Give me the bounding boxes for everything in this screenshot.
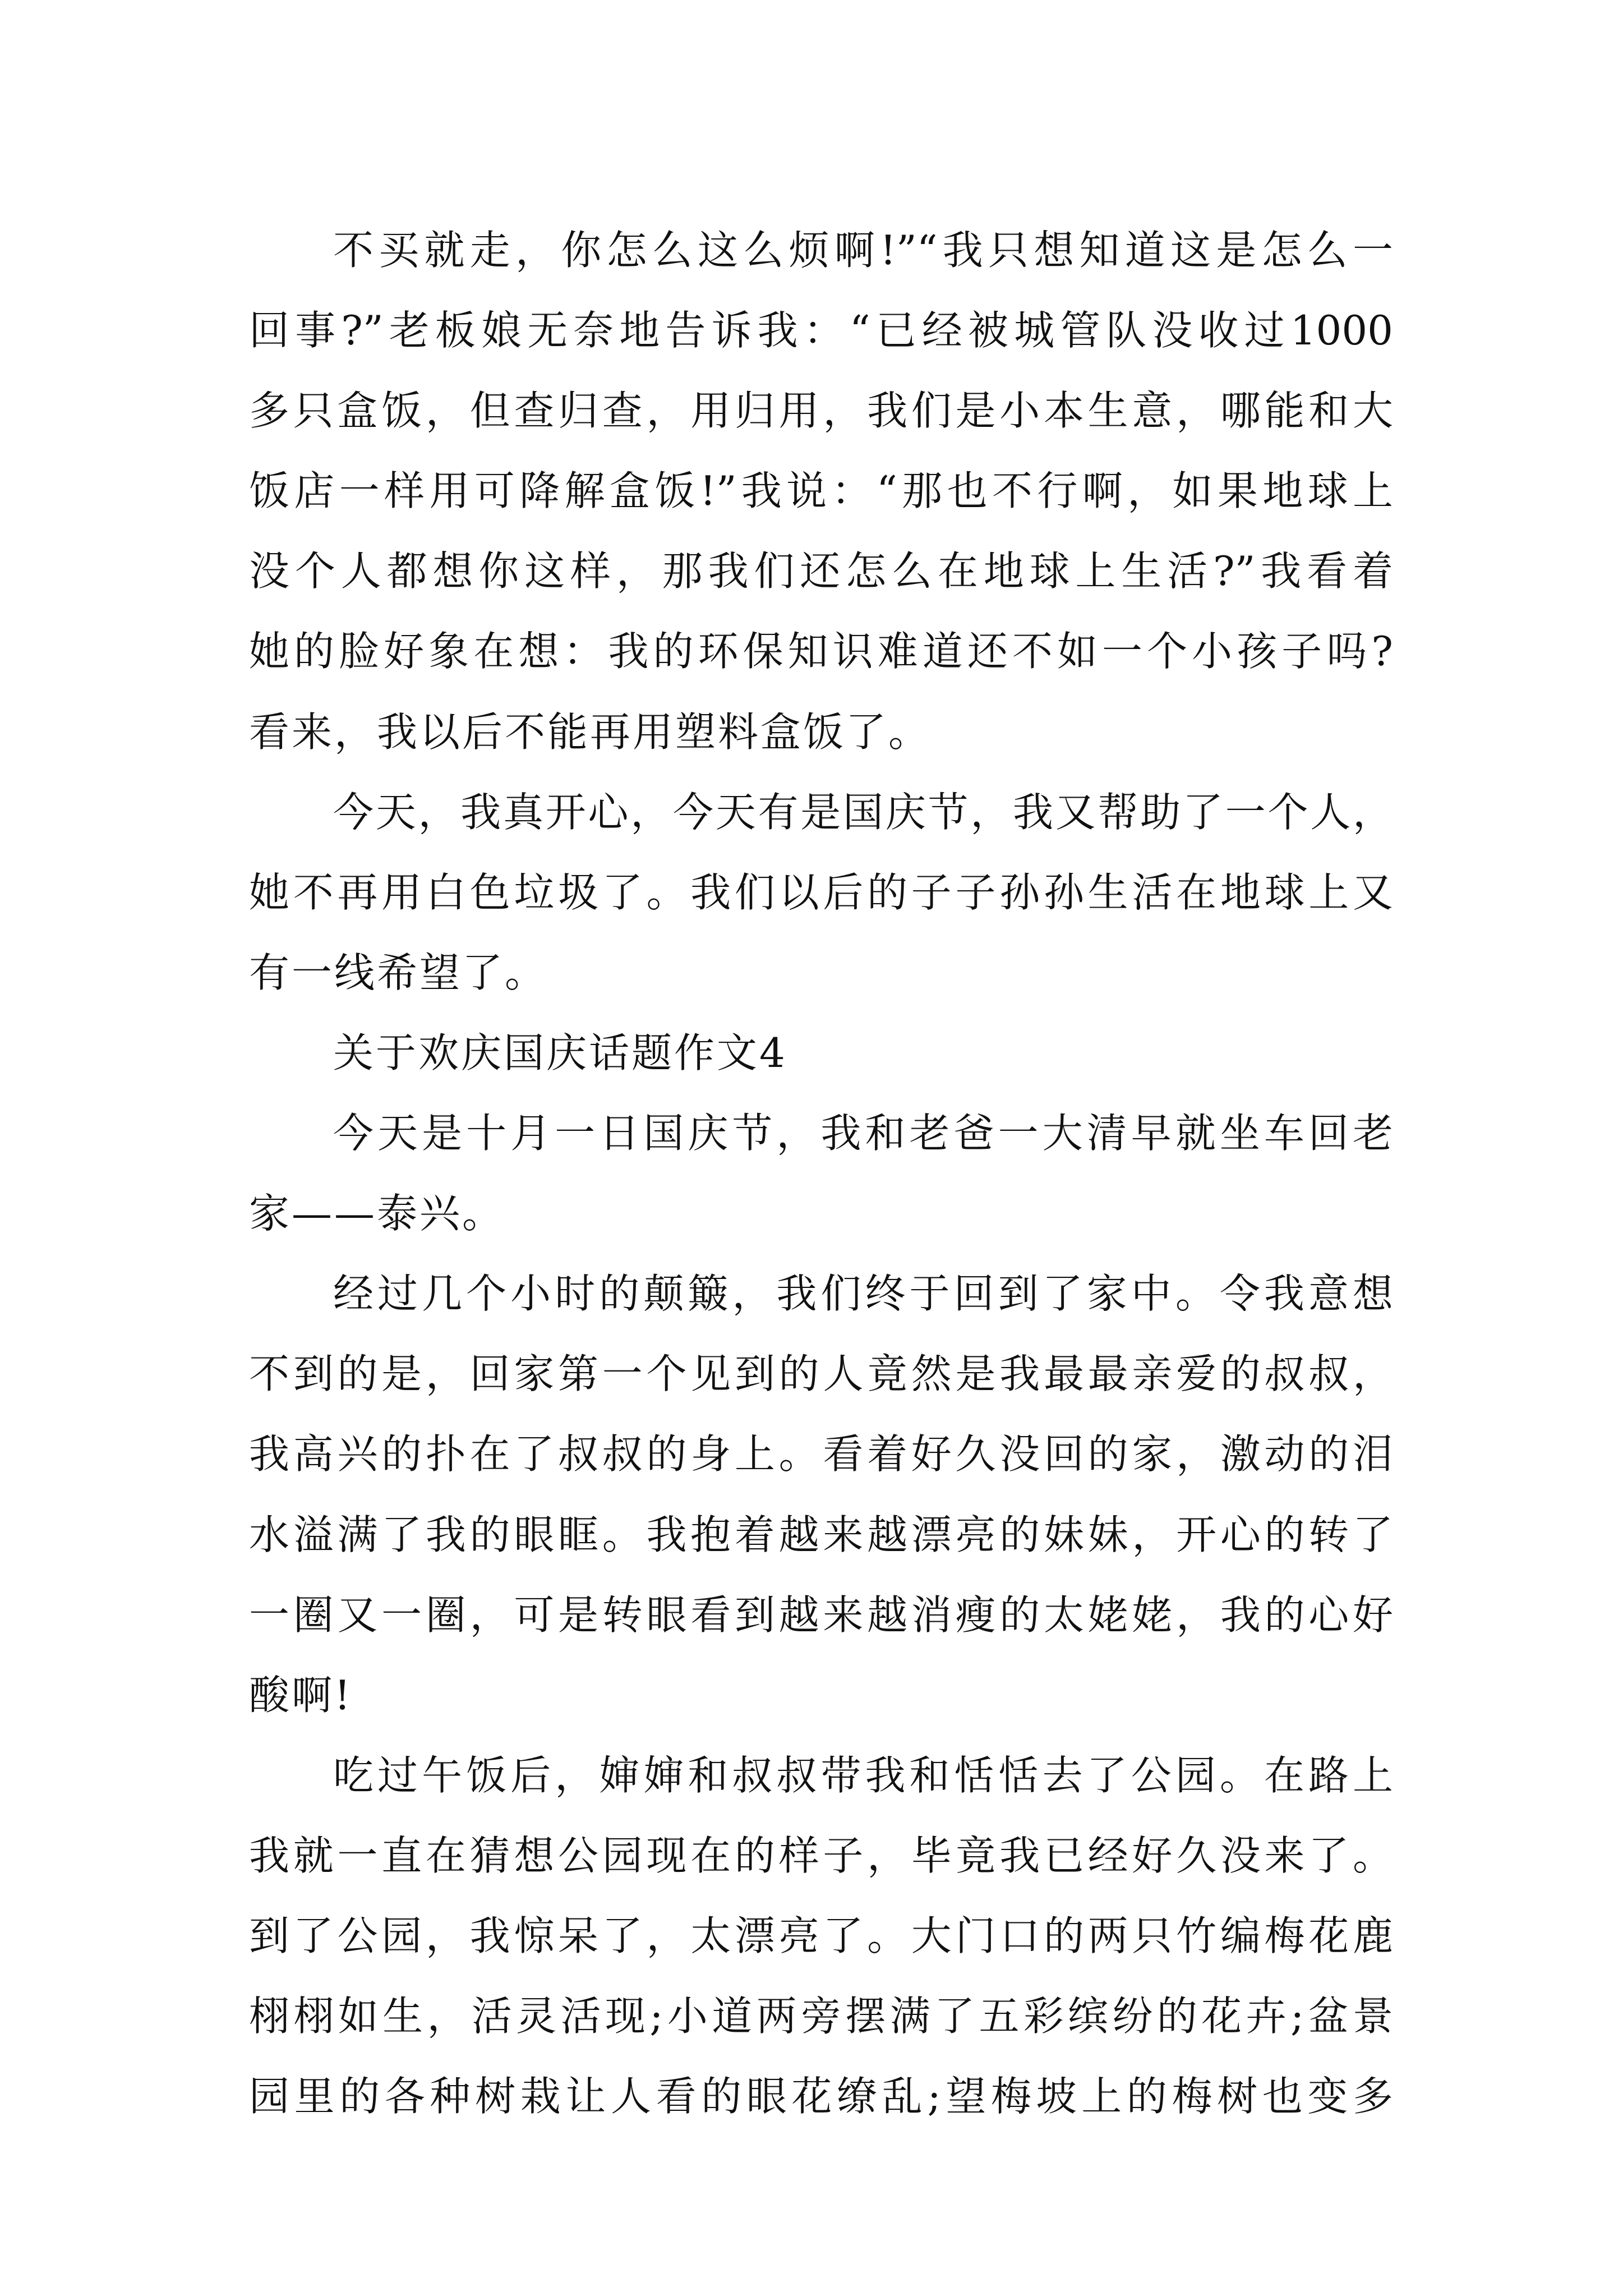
- text-line: 看来，我以后不能再用塑料盒饭了。: [249, 708, 932, 756]
- text-line: 有一线希望了。: [249, 949, 548, 996]
- text-line: 今天是十月一日国庆节，我和老爸一大清早就坐车回老: [333, 1110, 1393, 1157]
- text-line: 到了公园，我惊呆了，太漂亮了。大门口的两只竹编梅花鹿: [249, 1912, 1393, 1959]
- text-line: 回事?”老板娘无奈地告诉我：“已经被城管队没收过1000: [249, 307, 1393, 355]
- text-line: 水溢满了我的眼眶。我抱着越来越漂亮的妹妹，开心的转了: [249, 1511, 1393, 1558]
- text-line: 多只盒饭，但查归查，用归用，我们是小本生意，哪能和大: [249, 387, 1393, 435]
- text-line: 家——泰兴。: [249, 1190, 505, 1237]
- text-line: 我高兴的扑在了叔叔的身上。看着好久没回的家，激动的泪: [249, 1430, 1393, 1478]
- text-line: 不到的是，回家第一个见到的人竟然是我最最亲爱的叔叔，: [249, 1350, 1393, 1398]
- body-text: [249, 210, 1393, 2137]
- text-line: 吃过午饭后，婶婶和叔叔带我和恬恬去了公园。在路上: [333, 1751, 1393, 1799]
- text-line: 她的脸好象在想：我的环保知识难道还不如一个小孩子吗?: [249, 628, 1393, 675]
- text-line: 一圈又一圈，可是转眼看到越来越消瘦的太姥姥，我的心好: [249, 1591, 1393, 1639]
- text-line: 栩栩如生，活灵活现;小道两旁摆满了五彩缤纷的花卉;盆景: [249, 1993, 1393, 2040]
- text-line: 经过几个小时的颠簸，我们终于回到了家中。令我意想: [333, 1270, 1393, 1318]
- text-line: 园里的各种树栽让人看的眼花缭乱;望梅坡上的梅树也变多: [249, 2073, 1393, 2120]
- text-line: 酸啊!: [249, 1671, 353, 1719]
- text-line: 饭店一样用可降解盒饭!”我说：“那也不行啊，如果地球上: [249, 467, 1393, 515]
- text-line: 今天，我真开心，今天有是国庆节，我又帮助了一个人，: [333, 788, 1393, 836]
- text-line: 关于欢庆国庆话题作文4: [333, 1029, 787, 1076]
- text-line: 我就一直在猜想公园现在的样子，毕竟我已经好久没来了。: [249, 1832, 1393, 1879]
- text-line: 不买就走，你怎么这么烦啊!”“我只想知道这是怎么一: [333, 227, 1393, 274]
- text-line: 没个人都想你这样，那我们还怎么在地球上生活?”我看着: [249, 547, 1393, 595]
- text-line: 她不再用白色垃圾了。我们以后的子子孙孙生活在地球上又: [249, 868, 1393, 916]
